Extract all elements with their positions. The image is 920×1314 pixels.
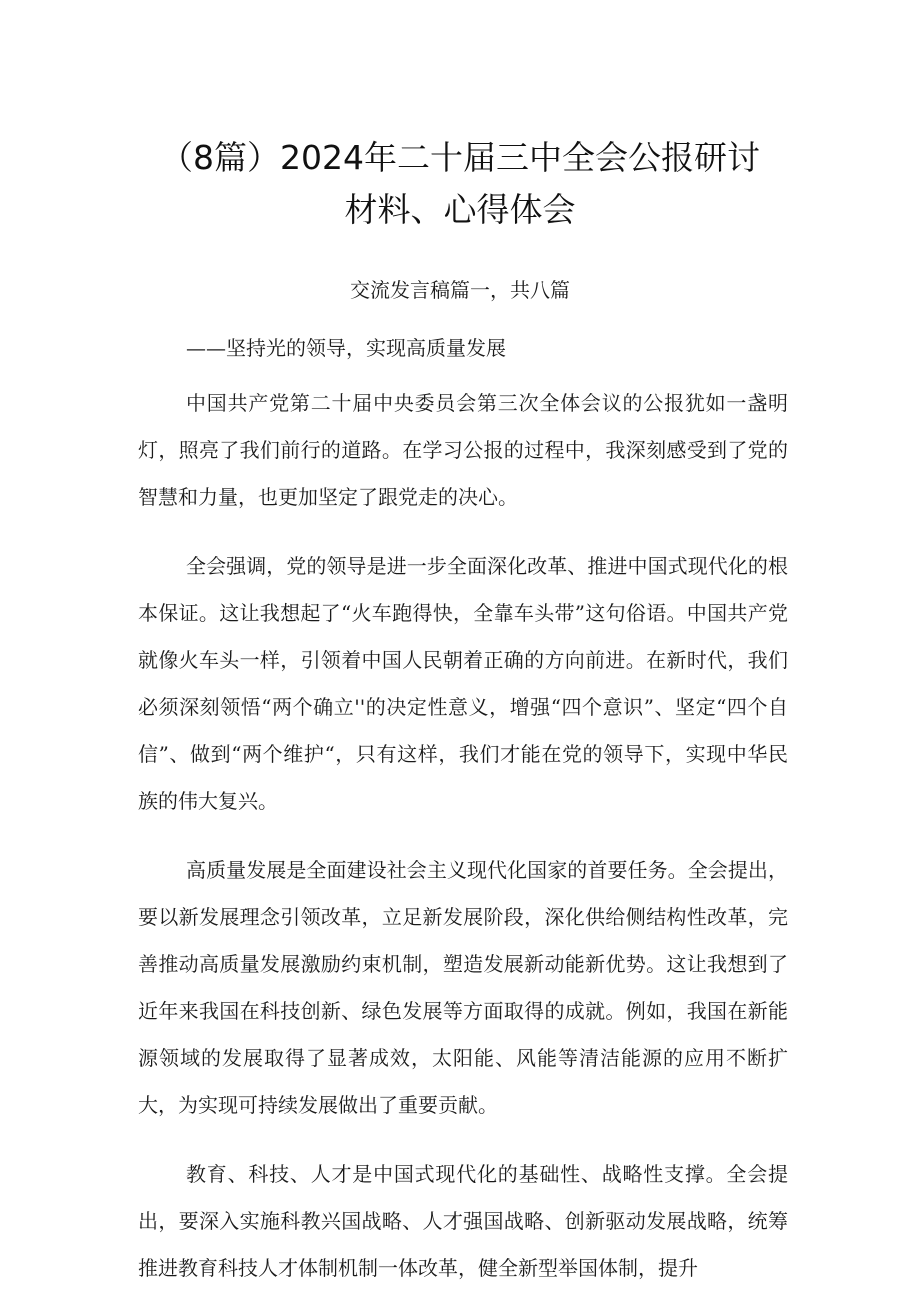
section-subtitle: 交流发言稿篇一，共八篇: [350, 278, 570, 302]
body-paragraph-2: 全会强调，党的领导是进一步全面深化改革、推进中国式现代化的根本保证。这让我想起了“火车跑得快，全靠车头带”这句俗语。中国共产党就像火车头一样，引领着中国人民朝着正确的方向前进。在新时代，我们必须深刻领悟“两个确立''的决定性意义，增强“四个意识”、坚定“四个自信”、做到“两个维护“，只有这样，我们才能在党的领导下，实现中华民族的伟大复兴。: [138, 554, 788, 813]
section-tagline: ——坚持光的领导，实现高质量发展: [186, 336, 506, 360]
document-title: [100, 132, 820, 236]
body-paragraph-4: 教育、科技、人才是中国式现代化的基础性、战略性支撑。全会提出，要深入实施科教兴国战略、人才强国战略、创新驱动发展战略，统筹推进教育科技人才体制机制一体改革，健全新型举国体制，提升: [138, 1162, 788, 1280]
body-paragraph-1: 中国共产党第二十届中央委员会第三次全体会议的公报犹如一盏明灯，照亮了我们前行的道路。在学习公报的过程中，我深刻感受到了党的智慧和力量，也更加坚定了跟党走的决心。: [138, 391, 788, 509]
title-line-1: （8篇）2024年二十届三中全会公报研讨: [160, 138, 760, 178]
body-paragraph-3: 高质量发展是全面建设社会主义现代化国家的首要任务。全会提出，要以新发展理念引领改革，立足新发展阶段，深化供给侧结构性改革，完善推动高质量发展激励约束机制，塑造发展新动能新优势。这让我想到了近年来我国在科技创新、绿色发展等方面取得的成就。例如，我国在新能源领域的发展取得了显著成效，太阳能、风能等清洁能源的应用不断扩大，为实现可持续发展做出了重要贡献。: [138, 858, 788, 1117]
document-body: [138, 380, 788, 1314]
title-line-2: 材料、心得体会: [344, 190, 576, 230]
